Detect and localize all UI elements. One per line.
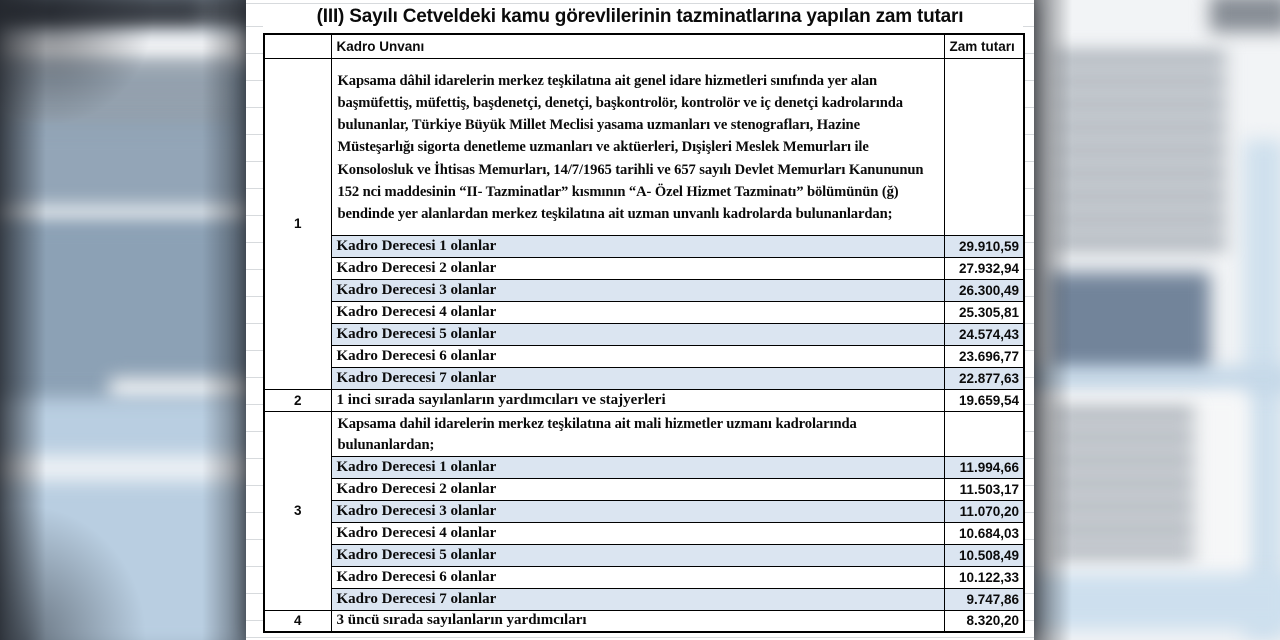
zam-value-cell: 9.747,86 (944, 588, 1024, 610)
table-row (264, 279, 1024, 301)
header-cell-zam-tutari: Zam tutarı (944, 34, 1024, 58)
zam-value-cell (944, 58, 1024, 235)
kadro-derecesi-cell: Kadro Derecesi 2 olanlar (331, 257, 944, 279)
kadro-derecesi-cell: Kadro Derecesi 4 olanlar (331, 301, 944, 323)
table-row (264, 58, 1024, 235)
blur-shape (8, 2, 198, 26)
zam-value-cell: 19.659,54 (944, 389, 1024, 411)
kadro-derecesi-cell: Kadro Derecesi 2 olanlar (331, 478, 944, 500)
blur-shape (1032, 366, 1280, 394)
table-row (264, 566, 1024, 588)
table-row (264, 522, 1024, 544)
blur-shape (0, 222, 248, 394)
section-number-cell: 4 (264, 610, 331, 632)
section-description-cell: Kapsama dâhil idarelerin merkez teşkilatına ait genel idare hizmetleri sınıfında yer alan başmüfettiş, müfettiş, başdenetçi, denetçi, başkontrolör, kontrolör ve iç denetçi kadrolarında bulunanlar, Türkiye Büyük Millet Meclisi yasama uzmanları ve stenografları, Hazine Müsteşarlığı sigorta denetleme uzmanları ve aktüerleri, Dışişleri Meslek Memurları ile Konsolosluk ve İhtisas Memurları, 14/7/1965 tarihli ve 657 sayılı Devlet Memurları Kanununun 152 nci maddesinin “II- Tazminatlar” kısmının “A- Özel Hizmet Tazminatı” bölümünün (ğ) bendinde yer alanlardan merkez teşkilatına ait uzman unvanlı kadrolarda bulunanlardan; (331, 58, 944, 235)
blur-shape (0, 128, 248, 214)
table-row (264, 500, 1024, 522)
zam-value-cell: 24.574,43 (944, 323, 1024, 345)
section-number-cell: 1 (264, 58, 331, 389)
kadro-derecesi-cell: Kadro Derecesi 3 olanlar (331, 500, 944, 522)
blur-shape (1210, 0, 1280, 32)
table-header-row (264, 34, 1024, 58)
gridline (246, 637, 1034, 638)
table-row (264, 411, 1024, 456)
kadro-unvani-cell: 1 inci sırada sayılanların yardımcıları ve stajyerleri (331, 389, 944, 411)
zam-value-cell: 11.994,66 (944, 456, 1024, 478)
table-row (264, 544, 1024, 566)
table-row (264, 456, 1024, 478)
gridline (246, 3, 1034, 4)
table-row (264, 345, 1024, 367)
zam-table (263, 33, 1025, 633)
page-title: (III) Sayılı Cetveldeki kamu görevlilerinin tazminatlarına yapılan zam tutarı (316, 6, 964, 27)
kadro-derecesi-cell: Kadro Derecesi 3 olanlar (331, 279, 944, 301)
table-row (264, 367, 1024, 389)
background-blur-left (0, 0, 248, 640)
kadro-derecesi-cell: Kadro Derecesi 1 olanlar (331, 235, 944, 257)
background-blur-right (1032, 0, 1280, 640)
gridlines-left-margin (246, 0, 263, 640)
section-description-cell: Kapsama dahil idarelerin merkez teşkilatına ait mali hizmetler uzmanı kadrolarında bulunanlardan; (331, 411, 944, 456)
kadro-derecesi-cell: Kadro Derecesi 5 olanlar (331, 544, 944, 566)
zam-value-cell: 11.503,17 (944, 478, 1024, 500)
kadro-derecesi-cell: Kadro Derecesi 6 olanlar (331, 345, 944, 367)
kadro-derecesi-cell: Kadro Derecesi 1 olanlar (331, 456, 944, 478)
zam-value-cell: 8.320,20 (944, 610, 1024, 632)
zam-value-cell: 29.910,59 (944, 235, 1024, 257)
blur-shape (1032, 574, 1280, 630)
section-number-cell: 2 (264, 389, 331, 411)
blur-text-block (0, 62, 234, 130)
table-row (264, 301, 1024, 323)
table-row (264, 588, 1024, 610)
kadro-derecesi-cell: Kadro Derecesi 4 olanlar (331, 522, 944, 544)
zam-value-cell: 25.305,81 (944, 301, 1024, 323)
table-row (264, 610, 1024, 632)
header-cell-kadro-unvani: Kadro Unvanı (331, 34, 944, 58)
table-row (264, 478, 1024, 500)
zam-value-cell: 11.070,20 (944, 500, 1024, 522)
kadro-derecesi-cell: Kadro Derecesi 7 olanlar (331, 588, 944, 610)
blur-text-block (1054, 408, 1194, 558)
blur-shape (0, 398, 248, 640)
zam-value-cell: 26.300,49 (944, 279, 1024, 301)
blur-shape (1050, 272, 1210, 378)
zam-value-cell: 22.877,63 (944, 367, 1024, 389)
zam-value-cell (944, 411, 1024, 456)
zam-value-cell: 10.508,49 (944, 544, 1024, 566)
kadro-derecesi-cell: Kadro Derecesi 7 olanlar (331, 367, 944, 389)
table-row (264, 235, 1024, 257)
header-cell-empty (264, 34, 331, 58)
table-row (264, 257, 1024, 279)
zam-value-cell: 27.932,94 (944, 257, 1024, 279)
blur-shape (0, 30, 248, 64)
blur-text-block (1054, 52, 1226, 254)
blur-shape (0, 455, 248, 481)
zam-value-cell: 23.696,77 (944, 345, 1024, 367)
kadro-derecesi-cell: Kadro Derecesi 6 olanlar (331, 566, 944, 588)
section-number-cell: 3 (264, 411, 331, 610)
zam-value-cell: 10.122,33 (944, 566, 1024, 588)
table-row (264, 389, 1024, 411)
kadro-unvani-cell: 3 üncü sırada sayılanların yardımcıları (331, 610, 944, 632)
table-row (264, 323, 1024, 345)
kadro-derecesi-cell: Kadro Derecesi 5 olanlar (331, 323, 944, 345)
zam-value-cell: 10.684,03 (944, 522, 1024, 544)
